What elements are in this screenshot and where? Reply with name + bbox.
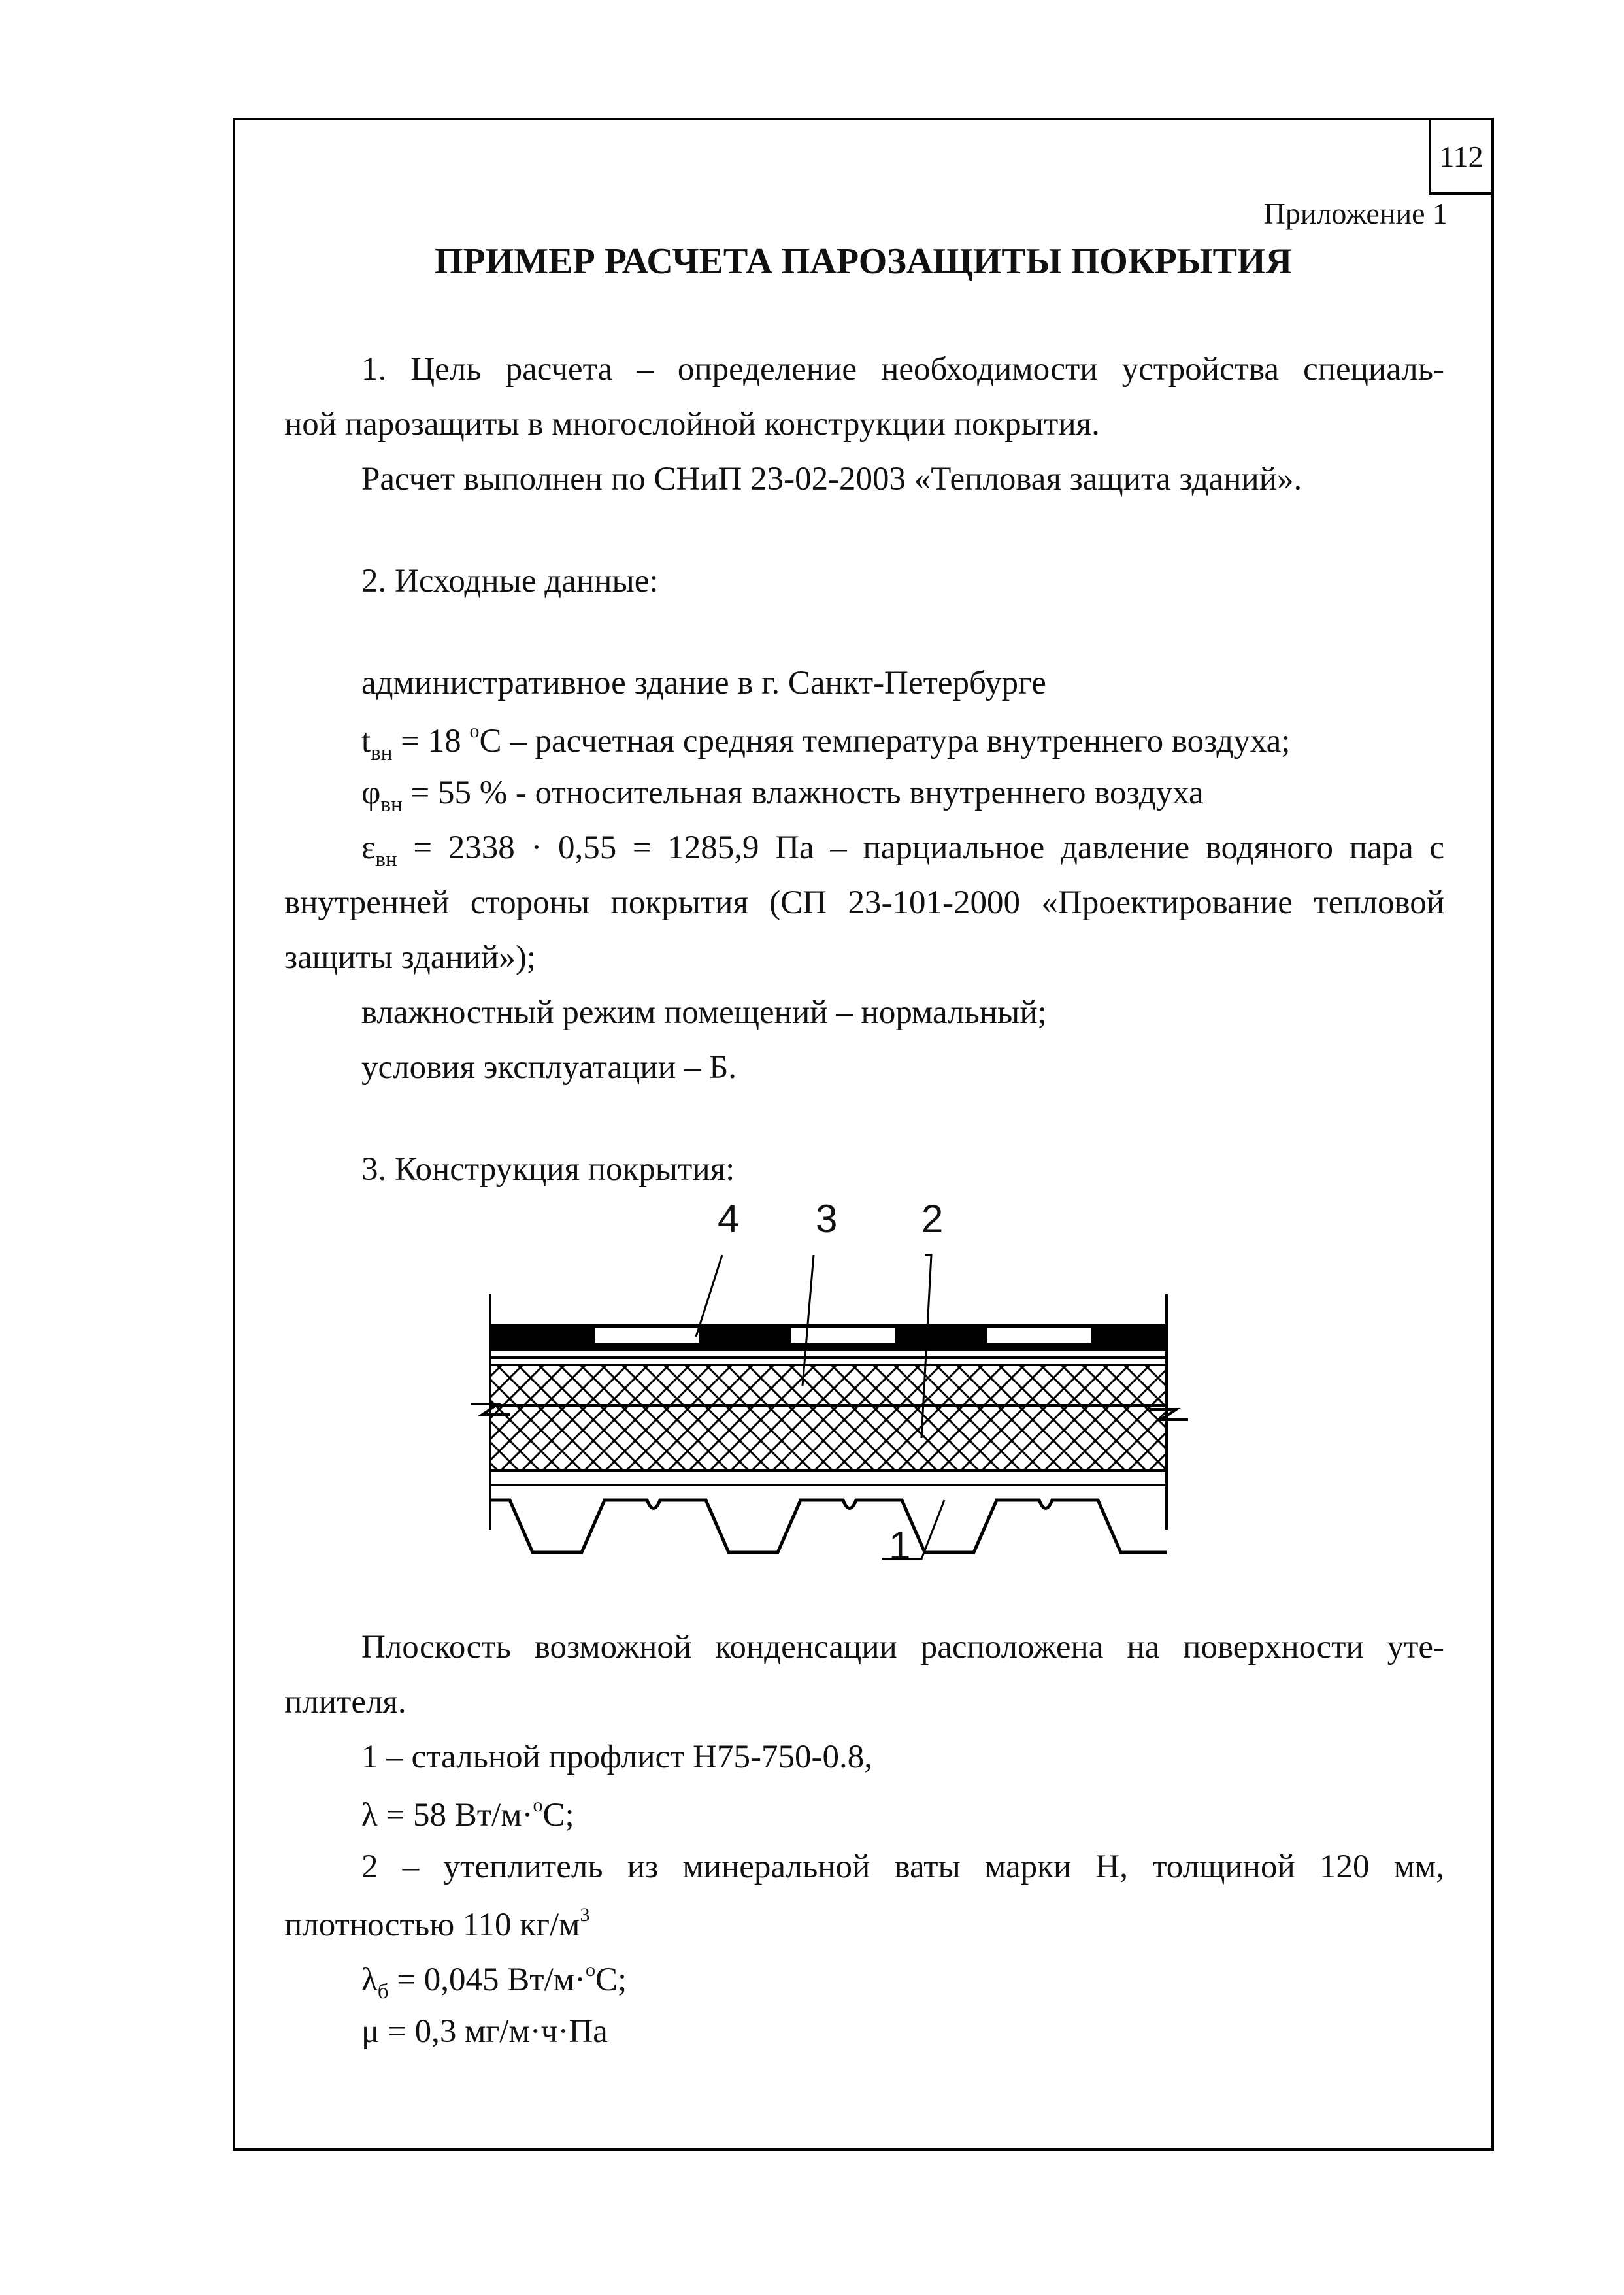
condensation-line-2: плителя. [284, 1684, 406, 1720]
roofing-layer [490, 1324, 1167, 1358]
page-title: ПРИМЕР РАСЧЕТА ПАРОЗАЩИТЫ ПОКРЫТИЯ [434, 241, 1293, 282]
goal-line-2: ной парозащиты в многослойной конструкции покрытия. [284, 406, 1100, 443]
figure-label-1: 1 [889, 1524, 911, 1567]
item-1: 1 – стальной профлист Н75-750-0.8, [361, 1739, 872, 1775]
main-insulation-layer [490, 1405, 1167, 1485]
steel-profile-sheet [490, 1500, 1167, 1552]
upper-insulation-layer [490, 1365, 1167, 1405]
section-3-heading: 3. Конструкция покрытия: [361, 1151, 735, 1188]
vapour-pressure-line-2: внутренней стороны покрытия (СП 23-101-2000 «Проектирование тепловой [284, 884, 1444, 921]
inner-humidity: $\varphi_{вн} = 55$ % - относительная влажность внутреннего воздуха [361, 775, 1204, 816]
item-1-lambda: λ = 58 Вт/м·$^о$С; [361, 1794, 574, 1834]
vapour-pressure: $\varepsilon_{вн} = 2338 \cdot 0,55 = 1285,9$ Па – парциальное давление водяного пара с [361, 829, 1444, 871]
vapour-pressure-line-3: защиты зданий»); [284, 939, 536, 976]
page-number: 112 [1429, 118, 1494, 195]
item-2-lambda: $\lambda_б = 0,045$ Вт/м·$^о$С; [361, 1959, 627, 2003]
humidity-mode: влажностный режим помещений – нормальный; [361, 994, 1047, 1031]
figure-label-2: 2 [921, 1197, 944, 1241]
inner-temperature: $t_{вн} = 18$ $^o$С – расчетная средняя температура внутреннего воздуха; [361, 720, 1291, 765]
figure-label-4: 4 [718, 1197, 740, 1241]
figure-label-3: 3 [816, 1197, 838, 1241]
operating-conditions: условия эксплуатации – Б. [361, 1049, 737, 1086]
norm-reference: Расчет выполнен по СНиП 23-02-2003 «Тепловая защита зданий». [361, 461, 1302, 497]
roof-construction-diagram [457, 1242, 1216, 1582]
appendix-label: Приложение 1 [1263, 197, 1448, 230]
goal-line-1: 1. Цель расчета – определение необходимости устройства специаль- [361, 351, 1444, 388]
section-2-heading: 2. Исходные данные: [361, 563, 659, 599]
building-location: административное здание в г. Санкт-Петербурге [361, 665, 1046, 701]
item-2-mu: μ = 0,3 мг/м·ч·Па [361, 2013, 608, 2050]
item-2-density: плотностью 110 $кг/м^3$ [284, 1904, 590, 1943]
item-2: 2 – утеплитель из минеральной ваты марки Н, толщиной 120 мм, [361, 1849, 1444, 1885]
condensation-line-1: Плоскость возможной конденсации расположена на поверхности уте- [361, 1629, 1444, 1666]
